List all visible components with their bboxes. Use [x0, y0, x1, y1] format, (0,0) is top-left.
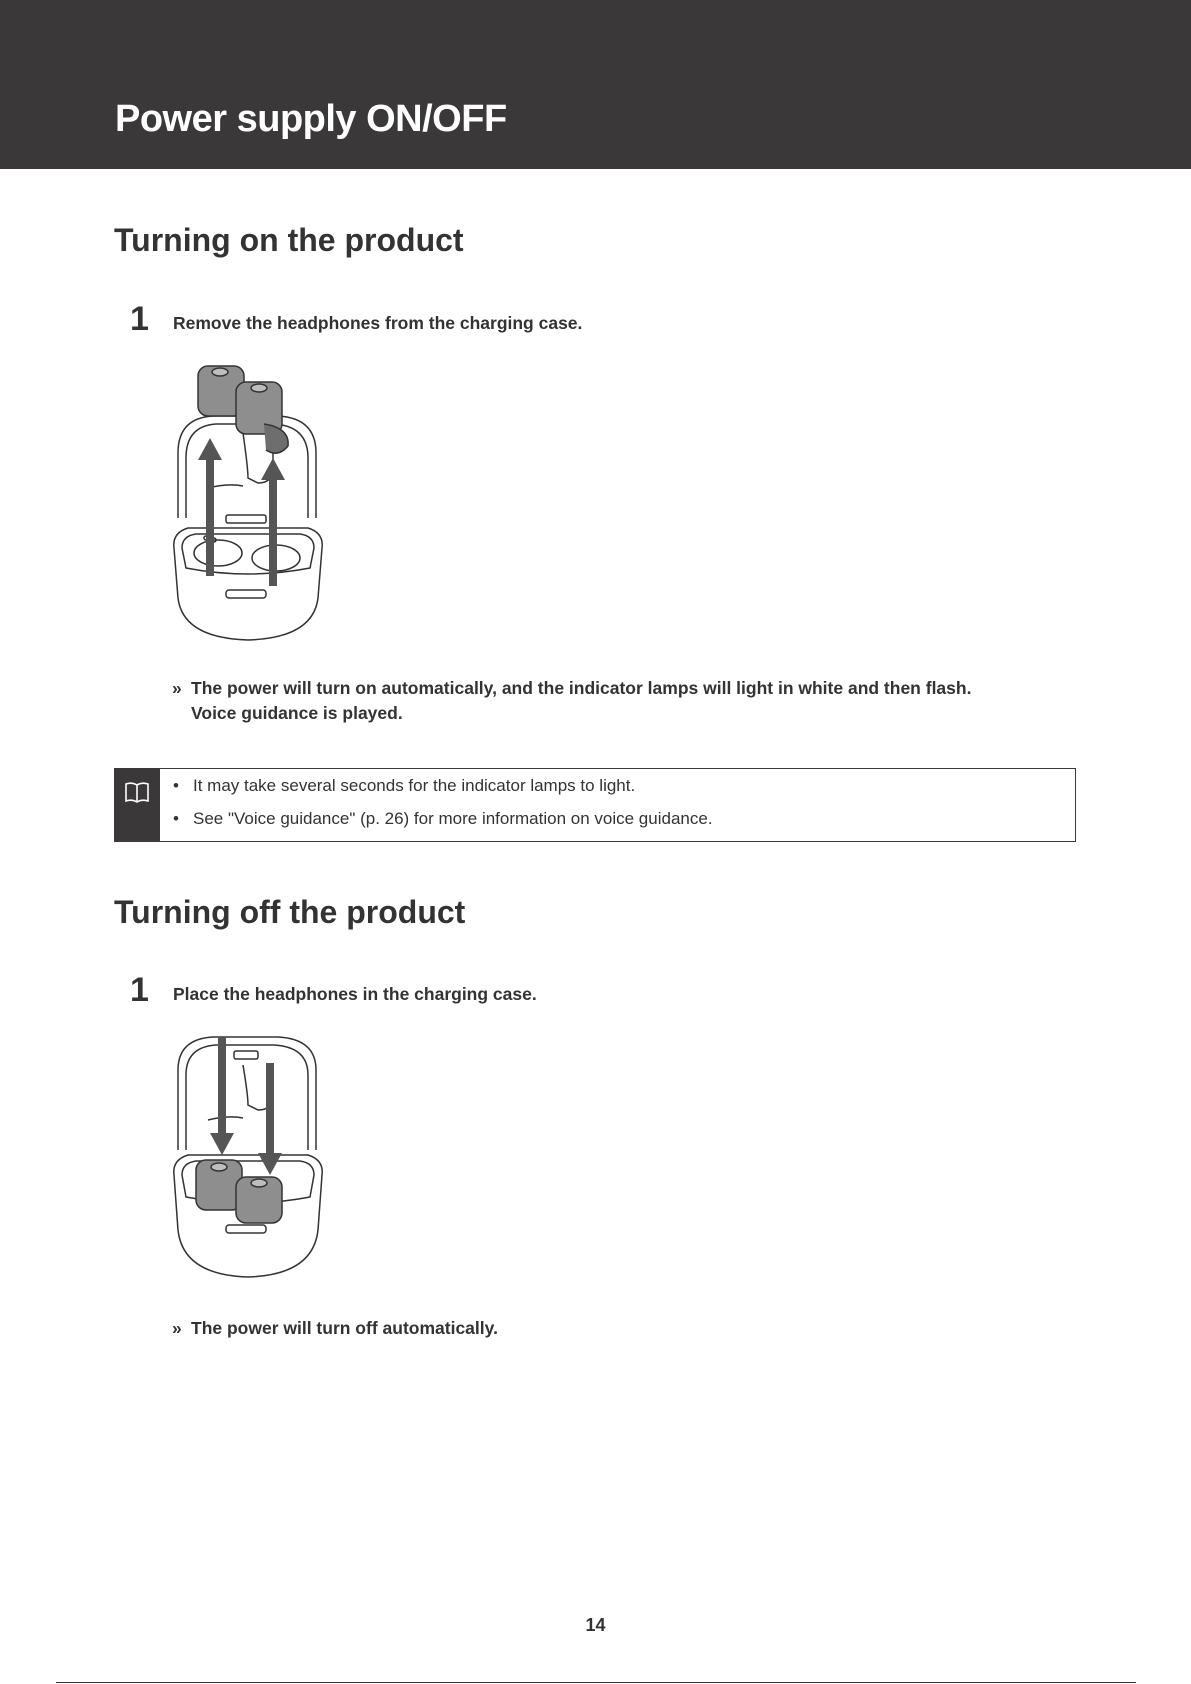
page-number: 14	[585, 1615, 606, 1635]
note-box	[114, 768, 1076, 842]
note-item-text: See "Voice guidance" (p. 26) for more information on voice guidance.	[193, 809, 713, 828]
result-power-off	[172, 1316, 498, 1341]
step-number: 1	[130, 300, 149, 338]
result-line-1: The power will turn off automatically.	[191, 1318, 498, 1338]
result-marker: »	[172, 1318, 182, 1338]
place-headphones-illustration	[168, 1035, 328, 1280]
step-text: Place the headphones in the charging case.	[173, 984, 537, 1004]
note-bullet: •	[173, 809, 179, 828]
result-marker: »	[172, 678, 182, 698]
page-title: Power supply ON/OFF	[115, 98, 507, 140]
header-band	[0, 0, 1191, 169]
footer-rule	[56, 1682, 1136, 1683]
note-item-text: It may take several seconds for the indicator lamps to light.	[193, 776, 636, 795]
section-heading-turning-on: Turning on the product	[114, 222, 464, 258]
remove-headphones-illustration	[168, 358, 328, 643]
step-number: 1	[130, 971, 149, 1009]
section-heading-turning-off: Turning off the product	[114, 894, 466, 930]
note-item	[173, 777, 713, 810]
note-icon-cell	[115, 769, 160, 841]
note-bullet: •	[173, 776, 179, 795]
result-line-1: The power will turn on automatically, and the indicator lamps will light in white and then flash.	[191, 678, 972, 698]
note-list	[173, 777, 713, 843]
step-text: Remove the headphones from the charging case.	[173, 313, 583, 333]
note-item	[173, 810, 713, 843]
result-power-on	[172, 676, 971, 726]
result-line-2: Voice guidance is played.	[191, 703, 403, 723]
book-icon	[115, 769, 160, 841]
